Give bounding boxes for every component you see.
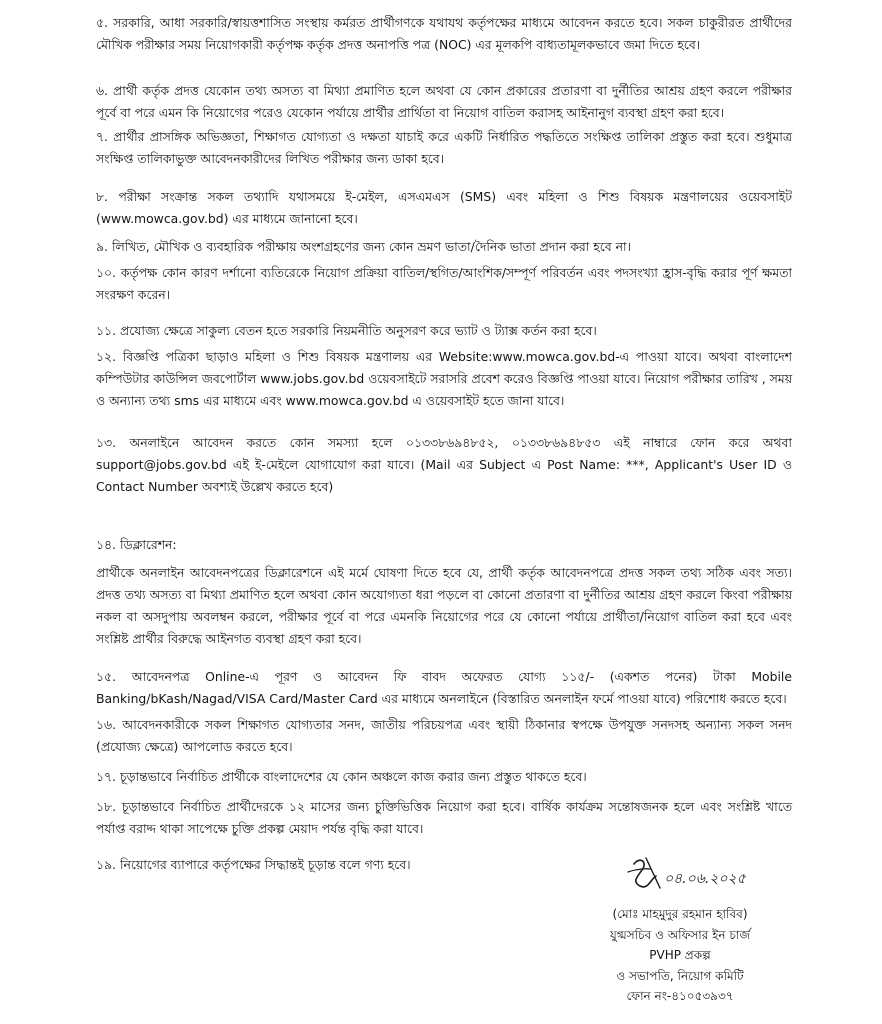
clause-text: চূড়ান্তভাবে নির্বাচিত প্রার্থীকে বাংলাদেশের যে কোন অঞ্চলে কাজ করার জন্য প্রস্তুত থাকতে হবে। — [120, 769, 587, 784]
clause-15 — [96, 666, 792, 710]
signatory-role: ও সভাপতি, নিয়োগ কমিটি — [616, 968, 744, 983]
clause-text: লিখিত, মৌখিক ও ব্যবহারিক পরীক্ষায় অংশগ্রহণের জন্য কোন ভ্রমণ ভাতা/দৈনিক ভাতা প্রদান করা হবে না। — [111, 239, 631, 254]
clause-number: ৫. — [96, 15, 108, 30]
clause-number: ১৬. — [96, 717, 117, 732]
signatory-phone: ফোন নং-৪১০৫৩৯৩৭ — [626, 989, 734, 1003]
clause-6 — [96, 80, 792, 124]
clause-8 — [96, 186, 792, 230]
signatory-block — [560, 904, 800, 1007]
clause-text: প্রযোজ্য ক্ষেত্রে সাকুল্য বেতন হতে সরকারি নিয়মনীতি অনুসরণ করে ভ্যাট ও ট্যাক্স কর্তন করা হবে। — [119, 323, 597, 338]
clause-18 — [96, 796, 792, 840]
clause-text: প্রার্থীর প্রাসঙ্গিক অভিজ্ঞতা, শিক্ষাগত যোগ্যতা ও দক্ষতা যাচাই করে একটি নির্ধারিত পদ্ধতিতে সংক্ষিপ্ত তালিকা প্রস্তুত করা হবে। শুধুমাত্র সংক্ষিপ্ত তালিকাভুক্ত আবেদনকারীদের লিখিত পরীক্ষার জন্য ডাকা হবে। — [96, 129, 792, 166]
clause-text: আবেদনপত্র Online-এ পূরণ ও আবেদন ফি বাবদ অফেরত যোগ্য ১১৫/- (একশত পনের) টাকা Mobile Banking/bKash/Nagad/VISA Card/Master Card এর মাধ্যমে অনলাইনে (বিস্তারিত অনলাইন ফর্মে পাওয়া যাবে) পরিশোধ করতে হবে। — [96, 669, 792, 706]
clause-number: ১২. — [96, 349, 117, 364]
clause-text: সরকারি, আধা সরকারি/স্বায়ত্তশাসিত সংস্থায় কর্মরত প্রার্থীগণকে যথাযথ কর্তৃপক্ষের মাধ্যমে আবেদন করতে হবে। সকল চাকুরীরত প্রার্থীদের মৌখিক পরীক্ষার সময় নিয়োগকারী কর্তৃপক্ষ কর্তৃক প্রদত্ত অনাপত্তি পত্র (NOC) এর মূলকপি বাধ্যতামূলকভাবে জমা দিতে হবে। — [96, 15, 792, 52]
clause-number: ১৯. — [96, 857, 117, 872]
signatory-name: (মোঃ মাহমুদুর রহমান হাবিব) — [612, 907, 748, 921]
clause-text: চূড়ান্তভাবে নির্বাচিত প্রার্থীদেরকে ১২ মাসের জন্য চুক্তিভিত্তিক নিয়োগ করা হবে। বার্ষিক কার্যক্রম সন্তোষজনক হলে এবং সংশ্লিষ্ট খাতে পর্যাপ্ত বরাদ্দ থাকা সাপেক্ষে চুক্তি প্রকল্প মেয়াদ পর্যন্ত বৃদ্ধি করা যাবে। — [96, 799, 792, 836]
signature-date: ০৪.০৬.২০২৫ — [664, 871, 746, 887]
clause-number: ১১. — [96, 323, 117, 338]
clause-13 — [96, 432, 792, 498]
clause-number: ১৮. — [96, 799, 117, 814]
clause-text: বিজ্ঞপ্তি পত্রিকা ছাড়াও মহিলা ও শিশু বিষয়ক মন্ত্রণালয় এর Website:www.mowca.gov.bd-এ পাওয়া যাবে। অথবা বাংলাদেশ কম্পিউটার কাউন্সিল জবপোর্টাল www.jobs.gov.bd ওয়েবসাইটে সরাসরি প্রবেশ করেও বিজ্ঞপ্তি পাওয়া যাবে। নিয়োগ পরীক্ষার তারিখ , সময় ও অন্যান্য তথ্য sms এর মাধ্যমে এবং www.mowca.gov.bd এ ওয়েবসাইট হতে জানা যাবে। — [96, 349, 792, 408]
clause-12 — [96, 346, 792, 412]
clause-number: ১৩. — [96, 435, 117, 450]
clause-16 — [96, 714, 792, 758]
clause-number: ৯. — [96, 239, 108, 254]
clause-9 — [96, 236, 792, 258]
clause-number: ১০. — [96, 265, 117, 280]
signatory-project: PVHP প্রকল্প — [649, 948, 711, 962]
clause-11 — [96, 320, 792, 342]
clause-10 — [96, 262, 792, 306]
clause-text: পরীক্ষা সংক্রান্ত সকল তথ্যাদি যথাসময়ে ই-মেইল, এসএমএস (SMS) এবং মহিলা ও শিশু বিষয়ক মন্ত্রণালয়ের ওয়েবসাইট (www.mowca.gov.bd) এর মাধ্যমে জানানো হবে। — [96, 189, 792, 226]
clause-number: ৮. — [96, 189, 108, 204]
clause-7 — [96, 126, 792, 170]
clause-text: অনলাইনে আবেদন করতে কোন সমস্যা হলে ০১৩৩৮৬৯৪৮৫২, ০১৩৩৮৬৯৪৮৫৩ এই নাম্বারে ফোন করে অথবা support@jobs.gov.bd এই ই-মেইলে যোগাযোগ করা যাবে। (Mail এর Subject এ Post Name: ***, Applicant's User ID ও Contact Number অবশ্যই উল্লেখ করতে হবে) — [96, 435, 792, 494]
clause-5 — [96, 12, 792, 56]
clause-17 — [96, 766, 792, 788]
clause-text: প্রার্থী কর্তৃক প্রদত্ত যেকোন তথ্য অসত্য বা মিথ্যা প্রমাণিত হলে অথবা যে কোন প্রকারের প্রতারণা বা দুর্নীতির আশ্রয় গ্রহণ করলে পরীক্ষার পূর্বে বা পরে এমন কি নিয়োগের পরেও যেকোন পর্যায়ে প্রার্থীর প্রার্থিতা বা নিয়োগ বাতিল করাসহ আইনানুগ ব্যবস্থা গ্রহণ করা হবে। — [96, 83, 792, 120]
handwritten-signature — [620, 852, 800, 902]
declaration-heading: ১৪. ডিক্লারেশন: — [96, 537, 177, 552]
clause-text: কর্তৃপক্ষ কোন কারণ দর্শানো ব্যতিরেকে নিয়োগ প্রক্রিয়া বাতিল/স্থগিত/আংশিক/সম্পূর্ণ পরিবর্তন এবং পদসংখ্যা হ্রাস-বৃদ্ধি করার পূর্ণ ক্ষমতা সংরক্ষণ করেন। — [96, 265, 792, 302]
clause-number: ৭. — [96, 129, 108, 144]
declaration-text: প্রার্থীকে অনলাইন আবেদনপত্রের ডিক্লারেশনে এই মর্মে ঘোষণা দিতে হবে যে, প্রার্থী কর্তৃক আবেদনপত্রে প্রদত্ত সকল তথ্য সঠিক এবং সত্য। প্রদত্ত তথ্য অসত্য বা মিথ্যা প্রমাণিত হলে অথবা কোন অযোগ্যতা ধরা পড়লে বা কোনো প্রতারণা বা দুর্নীতির আশ্রয় গ্রহণ করলে কিংবা পরীক্ষায় নকল বা অসদুপায় অবলম্বন করলে, পরীক্ষার পূর্বে বা পরে এমনকি নিয়োগের পরে যে কোনো পর্যায়ে প্রার্থীতা/নিয়োগ বাতিল করা হবে এবং সংশ্লিষ্ট প্রার্থীর বিরুদ্ধে আইনগত ব্যবস্থা গ্রহণ করা হবে। — [96, 565, 792, 646]
clause-number: ১৫. — [96, 669, 117, 684]
signatory-designation: যুগ্মসচিব ও অফিসার ইন চার্জ — [609, 927, 751, 942]
clause-number: ৬. — [96, 83, 108, 98]
clause-text: নিয়োগের ব্যাপারে কর্তৃপক্ষের সিদ্ধান্তই চূড়ান্ত বলে গণ্য হবে। — [119, 857, 411, 872]
clause-text: আবেদনকারীকে সকল শিক্ষাগত যোগ্যতার সনদ, জাতীয় পরিচয়পত্র এবং স্থায়ী ঠিকানার স্বপক্ষে উপযুক্ত সনদসহ অন্যান্য সকল সনদ (প্রযোজ্য ক্ষেত্রে) আপলোড করতে হবে। — [96, 717, 792, 754]
clause-number: ১৭. — [96, 769, 117, 784]
